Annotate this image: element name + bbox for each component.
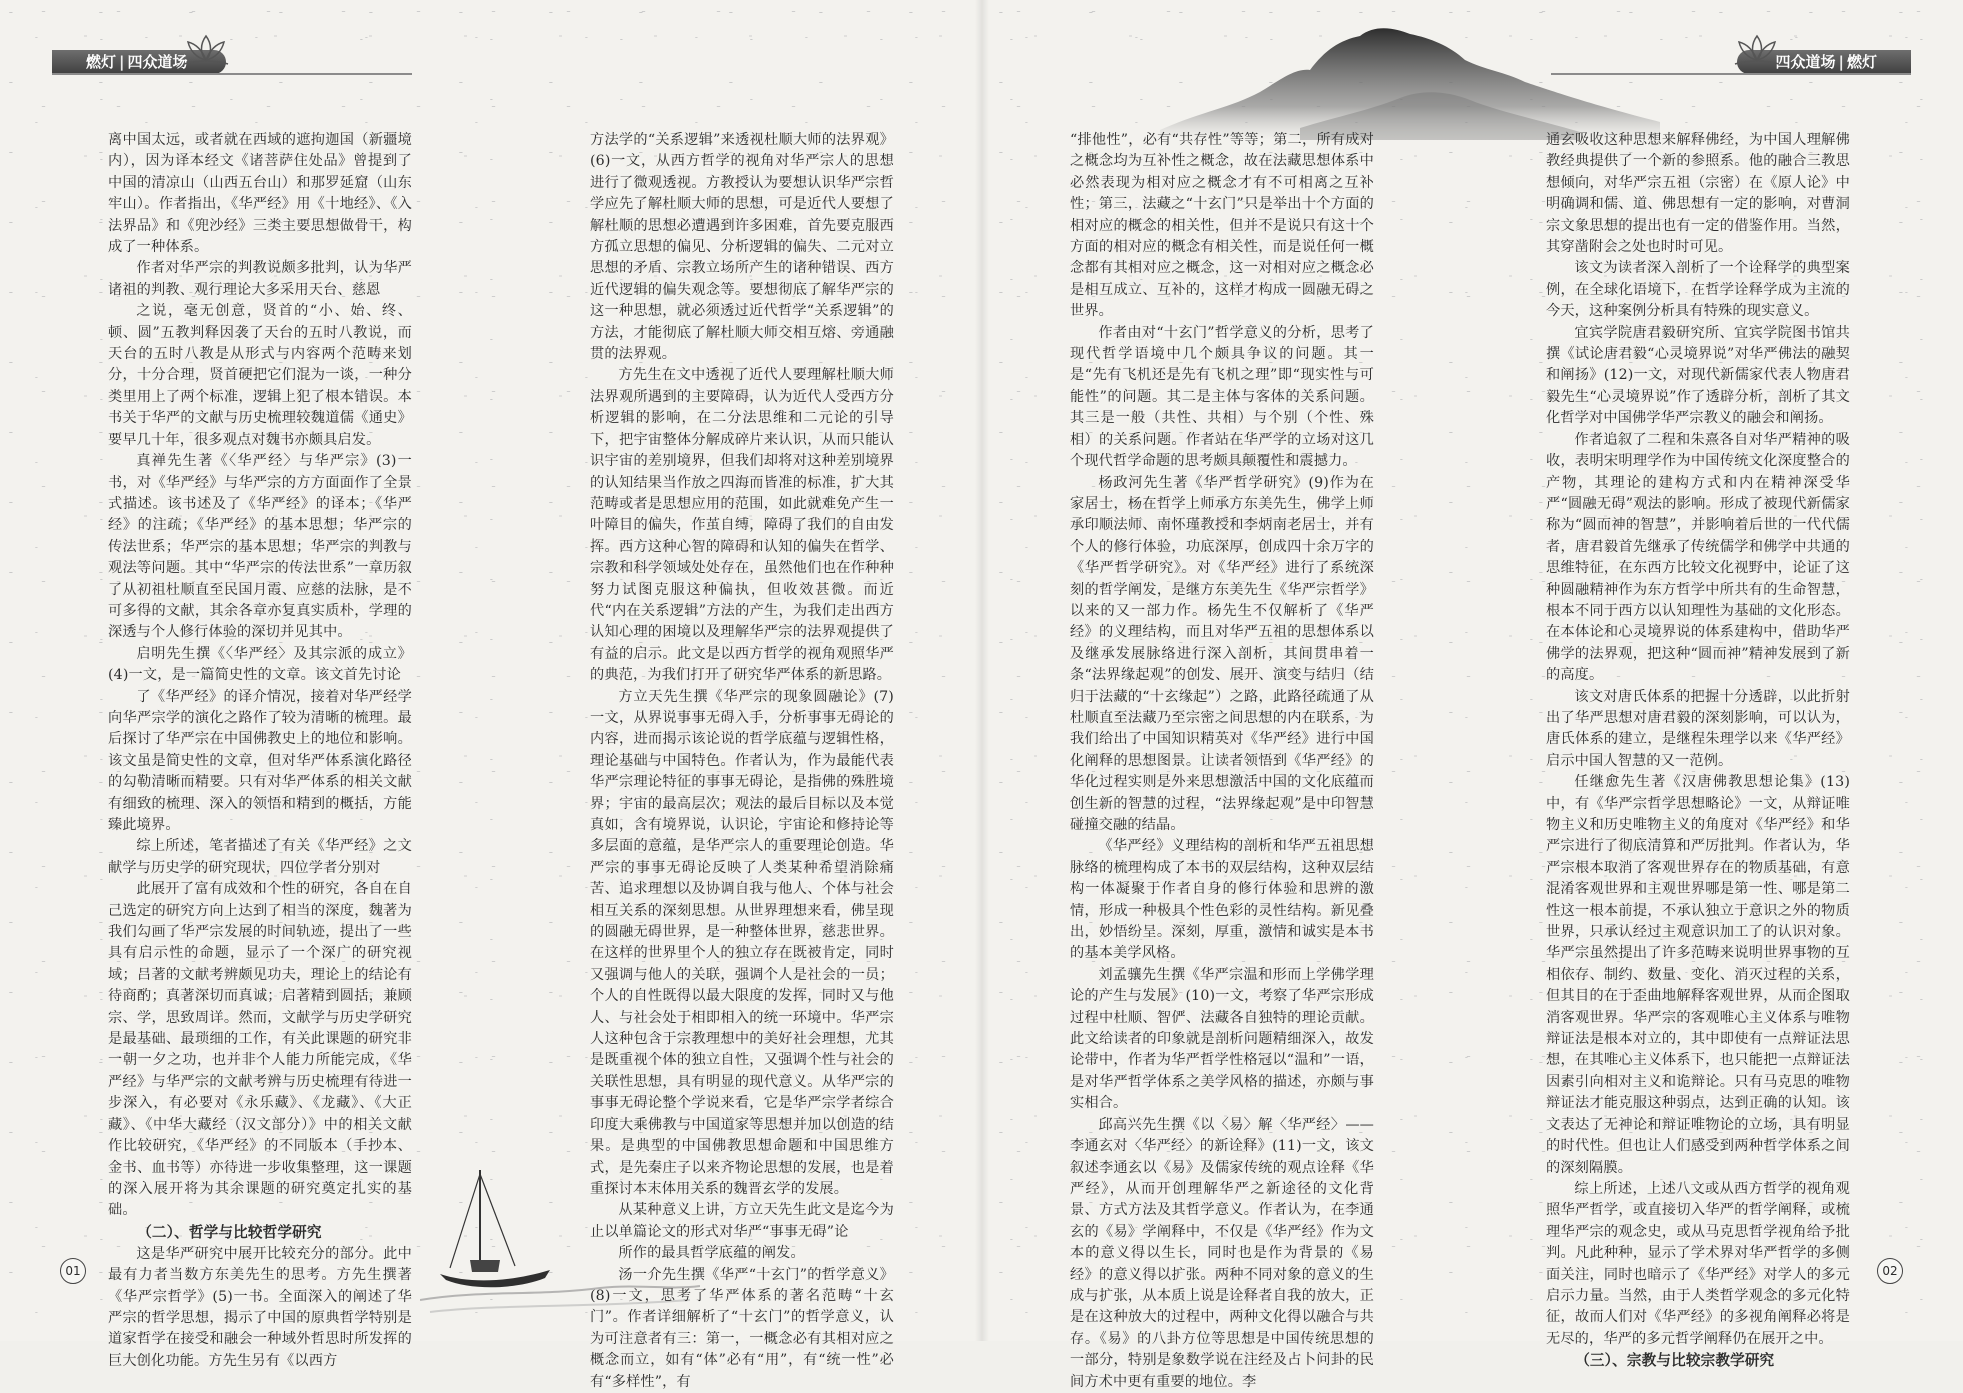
paragraph: 通玄吸收这种思想来解释佛经，为中国人理解佛教经典提供了一个新的参照系。他的融合三教思想倾向，对华严宗五祖（宗密）在《原人论》中明确调和儒、道、佛思想有一定的影响，对曹洞宗文象思想的提出也有一定的借鉴作用。当然，其穿凿附会之处也时时可见。 [1546, 132, 1850, 256]
paragraph: 这是华严研究中展开比较充分的部分。此中最有力者当数方东美先生的思考。方先生撰著《华严宗哲学》(5)一书。全面深入的阐述了华严宗的哲学思想，揭示了中国的原典哲学特别是道家哲学在接受和融会一种域外哲思时所发挥的巨大创化功能。方先生另有《以西方 [108, 1245, 412, 1369]
header-right-section: 四众道场 [1775, 53, 1836, 71]
paragraph: 邱高兴先生撰《以〈易〉解〈华严经〉——李通玄对〈华严经〉的新诠释》(11)一文，该文叙述李通玄以《易》及儒家传统的观点诠释《华严经》，从而开创理解华严之新途径的文化背景、方式方法及其哲学意义。作者认为，在李通玄的《易》学阐释中，不仅是《华严经》作为文本的意义得以生长，同时也是作为背景的《易经》的意义得以扩张。两种不同对象的意义的生成与扩张，从本质上说是诠释者自我的放大，正是在这种放大的过程中，两种文化得以融合与共存。《易》的八卦方位等思想是中国传统思想的一部分，特别是象数学说在注经及占卜问卦的民间方术中更有重要的地位。李 [1070, 1116, 1374, 1390]
paragraph: 宜宾学院唐君毅研究所、宜宾学院图书馆共撰《试论唐君毅“心灵境界说”对华严佛法的融契和阐扬》(12)一文，对现代新儒家代表人物唐君毅先生“心灵境界说”作了透辟分析，剖析了其文化哲学对中国佛学华严宗教义的融会和阐扬。 [1546, 324, 1850, 427]
paragraph: 从某种意义上讲，方立天先生此文是迄今为止以单篇论文的形式对华严“事事无碍”论 [590, 1202, 894, 1240]
paragraph: 真禅先生著《〈华严经〉与华严宗》(3)一书，对《华严经》与华严宗的方方面面作了全景式描述。该书述及了《华严经》的译本；《华严经》的注疏；《华严经》的基本思想；华严宗的传法世系；华严宗的基本思想；华严宗的判教与观法等问题。其中“华严宗的传法世系”一章历叙了从初祖杜顺直至民国月霞、应慈的法脉，是不可多得的文献，其余各章亦复真实质朴，学理的深透与个人修行体验的深切并见其中。 [108, 453, 412, 641]
header-left-rule [52, 73, 412, 75]
header-left-separator: | [119, 53, 125, 71]
section-heading: （三）、宗教与比较宗教学研究 [1575, 1352, 1775, 1370]
paragraph: 所作的最具哲学底蕴的阐发。 [618, 1245, 805, 1262]
lotus-icon [1731, 30, 1783, 70]
paragraph: 启明先生撰《〈华严经〉及其宗派的成立》(4)一文，是一篇简史性的文章。该文首先讨论 [108, 645, 412, 684]
ink-mountain-illustration [1160, 20, 1660, 140]
paragraph: 该文为读者深入剖析了一个诠释学的典型案例，在全球化语境下，在哲学诠释学成为主流的今天，这种案例分析具有特殊的现实意义。 [1546, 260, 1850, 320]
header-right-separator: | [1838, 53, 1844, 71]
paragraph: 离中国太远，或者就在西域的遮拘迦国（新疆境内），因为译本经文《诸菩萨住处品》曾提到了中国的清凉山（山西五台山）和那罗延窟（山东牢山）。作者指出，《华严经》用《十地经》、《入法界品》和《兜沙经》三类主要思想做骨干，构成了一种体系。 [108, 132, 412, 256]
text-column-1 [108, 130, 412, 1372]
header-left-magazine: 燃灯 [86, 53, 117, 71]
paragraph: 了《华严经》的译介情况，接着对华严经学向华严宗学的演化之路作了较为清晰的梳理。最后探讨了华严宗在中国佛教史上的地位和影响。该文虽是简史性的文章，但对华严体系演化路径的勾勒清晰而精要。只有对华严体系的相关文献有细致的梳理、深入的领悟和精到的概括，方能臻此境界。 [108, 688, 412, 833]
paragraph: 之说，毫无创意，贤首的“小、始、终、顿、圆”五教判释因袭了天台的五时八教说，而天台的五时八教是从形式与内容两个范畴来划分，十分合理，贤首硬把它们混为一谈，一种分类里用上了两个标准，逻辑上犯了根本错误。本书关于华严的文献与历史梳理较魏道儒《通史》要早几十年，很多观点对魏书亦颇具启发。 [108, 303, 412, 448]
paragraph: 方法学的“关系逻辑”来透视杜顺大师的法界观》(6)一文，从西方哲学的视角对华严宗人的思想进行了微观透视。方教授认为要想认识华严宗哲学应先了解杜顺大师的思想，可是近代人要想了解杜顺的思想必遭遇到许多困难，首先要克服西方孤立思想的偏见、分析逻辑的偏失、二元对立思想的矛盾、宗教立场所产生的诸种错误、西方近代逻辑的偏失观念等。要想彻底了解华严宗的这一种思想，就必须透过近代哲学“关系逻辑”的方法，才能彻底了解杜顺大师交相互熔、旁通融贯的法界观。 [590, 132, 894, 363]
paragraph: 杨政河先生著《华严哲学研究》(9)作为在家居士，杨在哲学上师承方东美先生，佛学上师承印顺法师、南怀瑾教授和李炳南老居士，并有个人的修行体验，功底深厚，创成四十余万字的《华严哲学研究》。对《华严经》进行了系统深刻的哲学阐发，是继方东美先生《华严宗哲学》以来的又一部力作。杨先生不仅解析了《华严经》的义理结构，而且对华严五祖的思想体系以及继承发展脉络进行深入剖析，其间贯串着一条“法界缘起观”的创发、展开、演变与结归（结归于法藏的“十玄缘起”）之路，此路径疏通了从杜顺直至法藏乃至宗密之间思想的内在联系，为我们给出了中国知识精英对《华严经》进行中国化阐释的思想图景。让读者领悟到《华严经》的华化过程实则是外来思想激活中国的文化底蕴而创生新的智慧的过程，“法界缘起观”是中印智慧碰撞交融的结晶。 [1070, 474, 1374, 833]
section-heading: （二）、哲学与比较哲学研究 [137, 1223, 322, 1241]
paragraph: 综上所述，笔者描述了有关《华严经》之文献学与历史学的研究现状，四位学者分别对 [108, 838, 412, 876]
header-right-magazine: 燃灯 [1846, 53, 1877, 71]
paragraph: 刘孟骧先生撰《华严宗温和形而上学佛学理论的产生与发展》(10)一文，考察了华严宗形成过程中杜顺、智俨、法藏各自独特的理论贡献。此文给读者的印象就是剖析问题精细深入，故发论带中，作者为华严哲学性格冠以“温和”一语，是对华严哲学体系之美学风格的描述，亦颇与事实相合。 [1070, 966, 1374, 1112]
paragraph: 方立天先生撰《华严宗的现象圆融论》(7)一文，从界说事事无碍入手，分析事事无碍论的内容，进而揭示该论说的哲学底蕴与逻辑性格，理论基础与中国特色。作者认为，作为最能代表华严宗理论特征的事事无碍论，是指佛的殊胜境界；宇宙的最高层次；观法的最后目标以及本觉真如，含有境界说，认识论，宇宙论和修持论等多层面的意蕴，是华严宗人的重要理论创造。华严宗的事事无碍论反映了人类某种希望消除痛苦、追求理想以及协调自我与他人、个体与社会相互关系的深刻思想。从世界理想来看，佛呈现的圆融无碍世界，是一种整体世界，慈悲世界。在这样的世界里个人的独立存在既被肯定，同时又强调与他人的关联，强调个人是社会的一员；个人的自性既得以最大限度的发挥，同时又与他人、与社会处于相即相入的统一环境中。华严宗人这种包含于宗教理想中的美好社会理想，尤其是既重视个体的独立自性，又强调个性与社会的关联性思想，具有明显的现代意义。从华严宗的事事无碍论整个学说来看，它是华严宗学者综合印度大乘佛教与中国道家等思想并加以创造的结果。是典型的中国佛教思想命题和中国思维方式，是先秦庄子以来齐物论思想的发展，也是着重探讨本末体用关系的魏晋玄学的发展。 [590, 688, 894, 1197]
text-column-2 [590, 130, 894, 1393]
paragraph: 作者对华严宗的判教说颇多批判，认为华严诸祖的判教、观行理论大多采用天台、慈恩 [108, 260, 412, 298]
text-column-4 [1546, 130, 1850, 1372]
page-number-right: 02 [1877, 1258, 1903, 1284]
paragraph: 作者追叙了二程和朱熹各自对华严精神的吸收，表明宋明理学作为中国传统文化深度整合的产物，其理论的建构方式和内在精神深受华严“圆融无碍”观法的影响。形成了被现代新儒家称为“圆而神的智慧”，并影响着后世的一代代儒者，唐君毅首先继承了传统儒学和佛学中共通的思维特征，在东西方比较文化视野中，论证了这种圆融精神作为东方哲学中所共有的生命智慧，根本不同于西方以认知理性为基础的文化形态。在本体论和心灵境界说的体系建构中，借助华严佛学的法界观，把这种“圆而神”精神发展到了新的高度。 [1546, 431, 1850, 684]
paragraph: 作者由对“十玄门”哲学意义的分析，思考了现代哲学语境中几个颇具争议的问题。其一是“先有飞机还是先有飞机之理”即“现实性与可能性”的问题。其二是主体与客体的关系问题。其三是一般（共性、共相）与个别（个性、殊相）的关系问题。作者站在华严学的立场对这几个现代哲学命题的思考颇具颠覆性和震撼力。 [1070, 324, 1374, 470]
paragraph: 任继愈先生著《汉唐佛教思想论集》(13)中，有《华严宗哲学思想略论》一文，从辩证唯物主义和历史唯物主义的角度对《华严经》和华严宗进行了彻底清算和严厉批判。作者认为，华严宗根本取消了客观世界存在的物质基础，有意混淆客观世界和主观世界哪是第一性、哪是第二性这一根本前提，不承认独立于意识之外的物质世界，只承认经过主观意识加工了的认识对象。华严宗虽然提出了许多范畴来说明世界事物的互相依存、制约、数量、变化、消灭过程的关系，但其目的在于歪曲地解释客观世界，从而企图取消客观世界。华严宗的客观唯心主义体系与唯物辩证法是根本对立的，其中即使有一点辩证法思想，在其唯心主义体系下，也只能把一点辩证法因素引向相对主义和诡辩论。只有马克思的唯物辩证法才能克服这种弱点，达到正确的认知。该文表达了无神论和辩证唯物论的立场，具有明显的时代性。但也让人们感受到两种哲学体系之间的深刻隔膜。 [1546, 774, 1850, 1176]
paragraph: 此展开了富有成效和个性的研究，各自在自己选定的研究方向上达到了相当的深度，魏著为我们勾画了华严宗发展的时间轨迹，提出了一些具有启示性的命题，显示了一个深广的研究视域；吕著的文献考辨颇见功夫，理论上的结论有待商酌；真著深切而真诚；启著精到圆括，兼顾宗、学，思致周详。然而，文献学与历史学研究是最基础、最琐细的工作，有关此课题的研究非一朝一夕之功，也并非个人能力所能完成，《华严经》与华严宗的文献考辨与历史梳理有待进一步深入，有必要对《永乐藏》、《龙藏》、《大正藏》、《中华大藏经（汉文部分）》中的相关文献作比较研究，《华严经》的不同版本（手抄本、金书、血书等）亦待进一步收集整理，这一课题的深入展开将为其余课题的研究奠定扎实的基础。 [108, 881, 412, 1219]
header-left-section: 四众道场 [127, 53, 188, 71]
paragraph: 《华严经》义理结构的剖析和华严五祖思想脉络的梳理构成了本书的双层结构，这种双层结构一体凝聚于作者自身的修行体验和思辨的激情，形成一种极具个性色彩的灵性结构。新见叠出，妙悟纷呈。深刻，厚重，激情和诚实是本书的基本美学风格。 [1070, 838, 1374, 962]
text-column-3 [1070, 130, 1374, 1393]
paragraph: “排他性”，必有“共存性”等等；第二，所有成对之概念均为互补性之概念，故在法藏思想体系中必然表现为相对应之概念才有不可相离之互补性；第三，法藏之“十玄门”只是举出十个方面的相对应的概念的相关性，但并不是说只有这十个方面的相对应的概念有相关性，而是说任何一概念都有其相对应之概念，这一对相对应之概念必是相互成立、互补的，这样才构成一圆融无碍之世界。 [1070, 132, 1374, 320]
paragraph: 综上所述，上述八文或从西方哲学的视角观照华严哲学，或直接切入华严的哲学阐释，或梳理华严宗的观念史，或从马克思哲学视角给予批判。凡此种种，显示了学术界对华严哲学的多侧面关注，同时也暗示了《华严经》对学人的多元启示力量。当然，由于人类哲学观念的多元化特征，故而人们对《华严经》的多视角阐释必将是无尽的，华严的多元哲学阐释仍在展开之中。 [1546, 1180, 1850, 1347]
paragraph: 汤一介先生撰《华严“十玄门”的哲学意义》(8)一文，思考了华严体系的著名范畴“十玄门”。作者详细解析了“十玄门”的哲学意义，认为可注意者有三：第一，一概念必有其相对应之概念而立，如有“体”必有“用”，有“统一性”必有“多样性”，有 [590, 1266, 894, 1390]
paragraph: 方先生在文中透视了近代人要理解杜顺大师法界观所遇到的主要障碍，认为近代人受西方分析逻辑的影响，在二分法思维和二元论的引导下，把宇宙整体分解成碎片来认识，从而只能认识宇宙的差别境界，但我们却将对这种差别境界的认知结果当作放之四海而皆准的标准，扩大其范畴或者是思想应用的范围，如此就难免产生一叶障目的偏失，作茧自缚，障碍了我们的自由发挥。西方这种心智的障碍和认知的偏失在哲学、宗教和科学领域处处存在，虽然他们也在作种种努力试图克服这种偏执，但收效甚微。而近代“内在关系逻辑”方法的产生，为我们走出西方认知心理的困境以及理解华严宗的法界观提供了有益的启示。此文是以西方哲学的视角观照华严的典范，为我们打开了研究华严体系的新思路。 [590, 367, 894, 684]
paragraph: 该文对唐氏体系的把握十分透辟，以此折射出了华严思想对唐君毅的深刻影响，可以认为，唐氏体系的建立，是继程朱理学以来《华严经》启示中国人智慧的又一范例。 [1546, 688, 1850, 769]
lotus-icon [180, 30, 232, 70]
page-number-left: 01 [60, 1258, 86, 1284]
page-spine [975, 0, 989, 1341]
